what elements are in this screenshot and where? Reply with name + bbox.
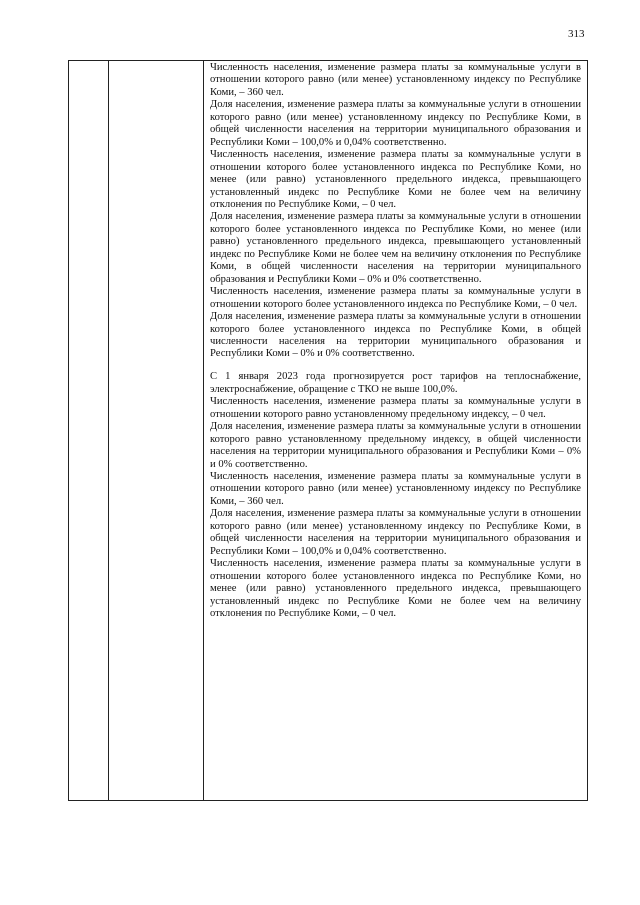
table-column-content [204, 61, 587, 800]
paragraph: Доля населения, изменение размера платы за коммунальные услуги в отношении которого равно (или менее) установленному индексу по Республике Коми, в общей численности населения на территории муниципального образования и Республики Коми – 100,0% и 0,04% соответственно. [210, 508, 581, 557]
table-column-name [109, 61, 204, 800]
paragraph: Численность населения, изменение размера платы за коммунальные услуги в отношении которого равно установленному предельному индексу, – 0 чел. [210, 396, 581, 420]
paragraph: Доля населения, изменение размера платы за коммунальные услуги в отношении которого более установленного индекса по Республике Коми, в общей численности населения на территории муниципального образования и Республики Коми – 0% и 0% соответственно. [210, 311, 581, 360]
paragraph: Численность населения, изменение размера платы за коммунальные услуги в отношении которого более установленного индекса по Республике Коми, – 0 чел. [210, 286, 581, 310]
paragraph: Доля населения, изменение размера платы за коммунальные услуги в отношении которого равно установленному предельному индексу, в общей численности населения на территории муниципального образования и Республики Коми – 0% и 0% соответственно. [210, 421, 581, 470]
paragraph: Численность населения, изменение размера платы за коммунальные услуги в отношении которого равно (или менее) установленному индексу по Республике Коми, – 360 чел. [210, 471, 581, 507]
paragraph: Доля населения, изменение размера платы за коммунальные услуги в отношении которого равно (или менее) установленному индексу по Республике Коми, в общей численности населения на территории муниципального образования и Республики Коми – 100,0% и 0,04% соответственно. [210, 99, 581, 148]
page-number: 313 [568, 28, 585, 40]
paragraph: Численность населения, изменение размера платы за коммунальные услуги в отношении которого более установленного индекса по Республике Коми, но менее (или равно) установленного предельного индекса, превышающего установленный индекс по Республике Коми не более чем на величину отклонения по Республике Коми, – 0 чел. [210, 149, 581, 210]
paragraph: С 1 января 2023 года прогнозируется рост тарифов на теплоснабжение, электроснабжение, обращение с ТКО не выше 100,0%. [210, 371, 581, 395]
paragraph: Численность населения, изменение размера платы за коммунальные услуги в отношении которого равно (или менее) установленному индексу по Республике Коми, – 360 чел. [210, 62, 581, 98]
table-column-number [69, 61, 109, 800]
paragraph: Доля населения, изменение размера платы за коммунальные услуги в отношении которого более установленного индекса по Республике Коми, но менее (или равно) установленного предельного индекса, превышающего установленный индекс по Республике Коми не более чем на величину отклонения по Республике Коми, в общей численности населения на территории муниципального образования и Республики Коми – 0% и 0% соответственно. [210, 211, 581, 285]
document-table [68, 60, 588, 801]
paragraph: Численность населения, изменение размера платы за коммунальные услуги в отношении которого более установленного индекса по Республике Коми, но менее (или равно) установленного предельного индекса, превышающего установленный индекс по Республике Коми не более чем на величину отклонения по Республике Коми, – 0 чел. [210, 558, 581, 619]
